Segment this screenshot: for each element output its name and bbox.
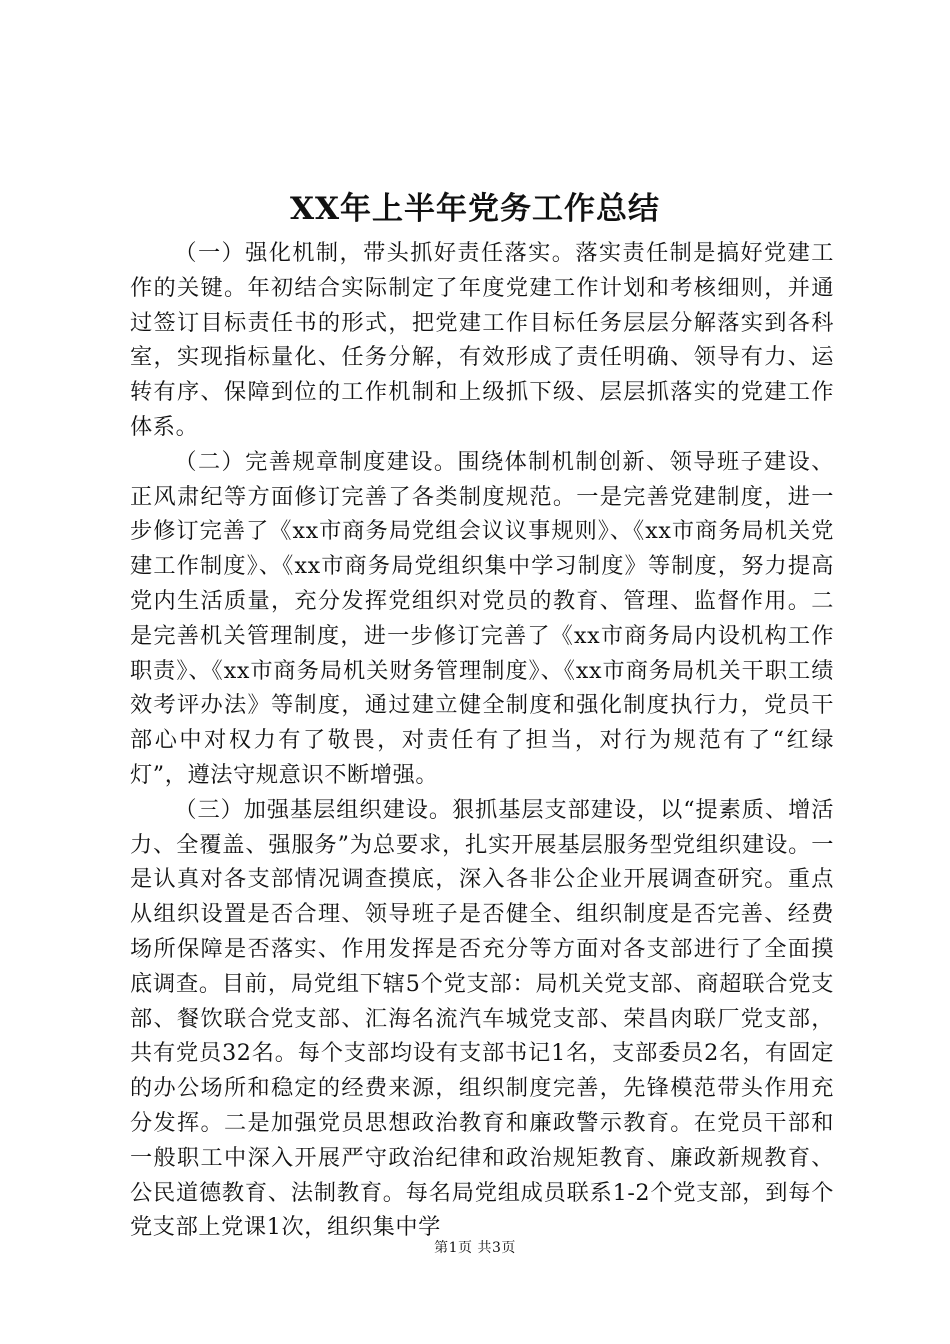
paragraph-grassroots: （三）加强基层组织建设。狠抓基层支部建设，以“提素质、增活力、全覆盖、强服务”为总要求，扎实开展基层服务型党组织建设。一是认真对各支部情况调查摸底，深入各非公企业开展调查研究。重点从组织设置是否合理、领导班子是否健全、组织制度是否完善、经费场所保障是否落实、作用发挥是否充分等方面对各支部进行了全面摸底调查。目前，局党组下辖5个党支部：局机关党支部、商超联合党支部、餐饮联合党支部、汇海名流汽车城党支部、荣昌肉联厂党支部，共有党员32名。每个支部均设有支部书记1名，支部委员2名，有固定的办公场所和稳定的经费来源，组织制度完善，先锋模范带头作用充分发挥。二是加强党员思想政治教育和廉政警示教育。在党员干部和一般职工中深入开展严守政治纪律和政治规矩教育、廉政新规教育、公民道德教育、法制教育。每名局党组成员联系1-2个党支部，到每个党支部上党课1次，组织集中学 xyxy=(130,796,834,1241)
document-title: XX年上半年党务工作总结 xyxy=(289,191,661,227)
document-body xyxy=(130,236,834,1245)
paragraph-responsibility: （一）强化机制，带头抓好责任落实。落实责任制是搞好党建工作的关键。年初结合实际制定了年度党建工作计划和考核细则，并通过签订目标责任书的形式，把党建工作目标任务层层分解落实到各科室，实现指标量化、任务分解，有效形成了责任明确、领导有力、运转有序、保障到位的工作机制和上级抓下级、层层抓落实的党建工作体系。 xyxy=(130,240,834,440)
page-number-footer: 第1页 共3页 xyxy=(434,1240,516,1256)
paragraph-regulations: （二）完善规章制度建设。围绕体制机制创新、领导班子建设、正风肃纪等方面修订完善了各类制度规范。一是完善党建制度，进一步修订完善了《xx市商务局党组会议议事规则》、《xx市商务局机关党建工作制度》、《xx市商务局党组织集中学习制度》等制度，努力提高党内生活质量，充分发挥党组织对党员的教育、管理、监督作用。二是完善机关管理制度，进一步修订完善了《xx市商务局内设机构工作职责》、《xx市商务局机关财务管理制度》、《xx市商务局机关干职工绩效考评办法》等制度，通过建立健全制度和强化制度执行力，党员干部心中对权力有了敬畏，对责任有了担当，对行为规范有了“红绿灯”，遵法守规意识不断增强。 xyxy=(130,448,834,788)
